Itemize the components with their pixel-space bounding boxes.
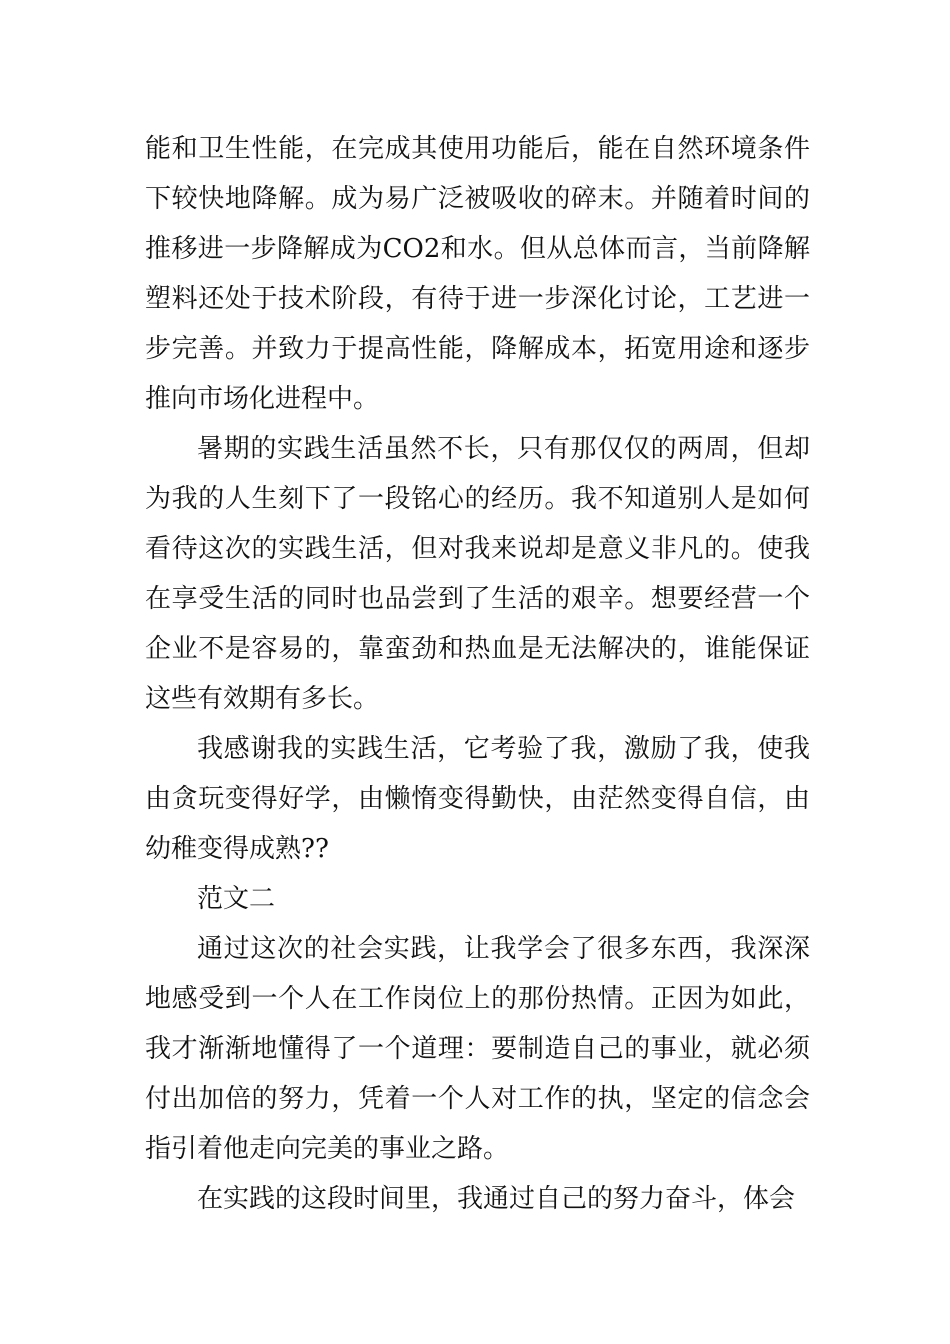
paragraph-practice-period: 在实践的这段时间里，我通过自己的努力奋斗，体会 [197, 1184, 796, 1214]
body-text [145, 124, 810, 1224]
paragraph-gratitude: 我感谢我的实践生活，它考验了我，激励了我，使我由贪玩变得好学，由懒惰变得勤快，由茫然变得自信，由幼稚变得成熟?? [145, 734, 810, 864]
paragraph-summer-practice: 暑期的实践生活虽然不长，只有那仅仅的两周，但却为我的人生刻下了一段铭心的经历。我不知道别人是如何看待这次的实践生活，但对我来说却是意义非凡的。使我在享受生活的同时也品尝到了生活的艰辛。想要经营一个企业不是容易的，靠蛮劲和热血是无法解决的，谁能保证这些有效期有多长。 [145, 434, 810, 714]
section-heading-sample-two: 范文二 [197, 884, 276, 914]
paragraph-continuation: 能和卫生性能，在完成其使用功能后，能在自然环境条件下较快地降解。成为易广泛被吸收的碎末。并随着时间的推移进一步降解成为CO2和水。但从总体而言，当前降解塑料还处于技术阶段，有待于进一步深化讨论，工艺进一步完善。并致力于提高性能，降解成本，拓宽用途和逐步推向市场化进程中。 [145, 134, 810, 414]
paragraph-social-practice: 通过这次的社会实践，让我学会了很多东西，我深深地感受到一个人在工作岗位上的那份热情。正因为如此，我才渐渐地懂得了一个道理：要制造自己的事业，就必须付出加倍的努力，凭着一个人对工作的执，坚定的信念会指引着他走向完美的事业之路。 [145, 934, 810, 1164]
